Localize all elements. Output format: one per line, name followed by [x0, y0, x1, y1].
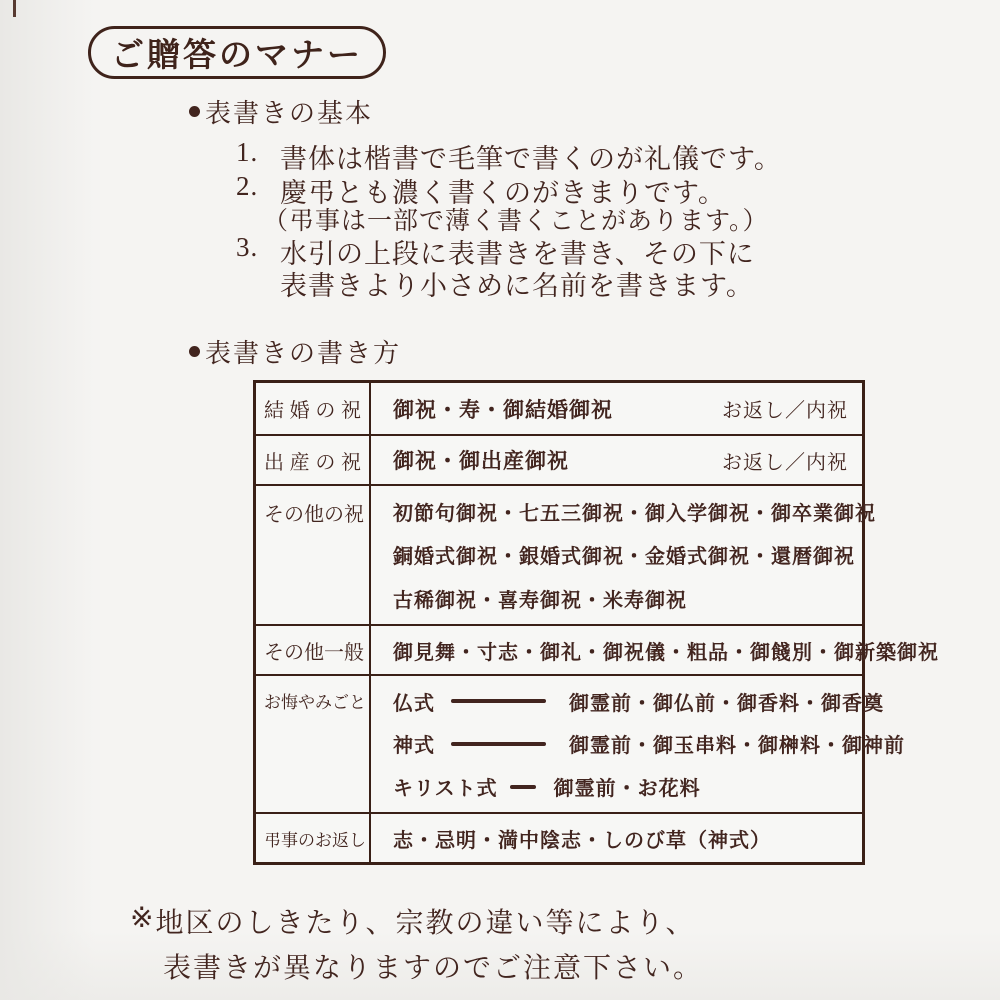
category-cell: [256, 814, 371, 862]
connector-line: [451, 742, 546, 746]
content-main: 志・忌明・満中陰志・しのび草（神式）: [393, 829, 771, 852]
page-title: ご贈答のマナー: [111, 38, 363, 74]
footnote-line-2: 表書きが異なりますのでご注意下さい。: [163, 953, 704, 984]
list-number: 2.: [236, 171, 259, 201]
content-cell: [371, 436, 862, 484]
category-cell: [256, 676, 371, 812]
content-cell: [371, 486, 886, 624]
gift-table: [253, 380, 939, 865]
category-cell: [256, 486, 371, 624]
section-howto-label: 表書きの書き方: [205, 339, 402, 368]
section-howto-heading: [189, 333, 401, 370]
list-text: 書体は楷書で毛筆で書くのが礼儀です。: [280, 144, 782, 174]
bullet-icon: [189, 106, 200, 117]
style-label: 仏式: [393, 692, 435, 715]
table-row-condolence: [256, 674, 905, 812]
content-line: 初節句御祝・七五三御祝・御入学御祝・御卒業御祝: [393, 503, 876, 526]
bullet-icon: [189, 346, 200, 357]
category-label: 出 産 の 祝: [264, 451, 361, 474]
table-row-birth: [256, 434, 862, 484]
list-number: 1.: [236, 137, 259, 167]
condolence-line-buddhist: [393, 687, 905, 716]
content-line: 銅婚式御祝・銀婚式御祝・金婚式御祝・還暦御祝: [393, 546, 855, 569]
style-label: キリスト式: [393, 778, 498, 801]
content-line: 古稀御祝・喜寿御祝・米寿御祝: [393, 589, 687, 612]
content-cell: [371, 383, 862, 434]
content-main: 御祝・御出産御祝: [393, 449, 569, 473]
list-text: 慶弔とも濃く書くのがきまりです。: [280, 178, 726, 208]
table-row-funeral-return: [256, 812, 862, 862]
style-items: 御霊前・御玉串料・御榊料・御神前: [569, 735, 905, 758]
list-item-2-note: （弔事は一部で薄く書くことがあります。）: [263, 208, 769, 235]
footnote: [130, 901, 703, 986]
condolence-line-shinto: [393, 729, 905, 758]
footnote-text: 地区のしきたり、宗教の違い等により、: [155, 908, 696, 939]
category-label: 結 婚 の 祝: [264, 400, 361, 422]
style-label: 神式: [393, 735, 435, 758]
list-item-3-cont: 表書きより小さめに名前を書きます。: [280, 271, 754, 301]
content-cell: [371, 676, 915, 812]
category-cell: [256, 436, 371, 484]
list-number: 3.: [236, 232, 259, 262]
style-items: 御霊前・お花料: [553, 778, 701, 801]
scan-artifact-line: [13, 0, 16, 17]
category-cell: [256, 383, 371, 434]
content-cell: [371, 814, 862, 862]
footnote-marker: ※: [130, 903, 156, 934]
category-cell: [256, 626, 371, 674]
category-label: そ の 他 一 般: [264, 641, 364, 664]
list-text: 水引の上段に表書きを書き、その下に: [280, 239, 755, 269]
style-items: 御霊前・御仏前・御香料・御香奠: [569, 692, 884, 715]
category-label: 弔 事 の お 返 し: [264, 830, 366, 850]
section-basics-label: 表書きの基本: [205, 99, 374, 128]
content-main: 御祝・寿・御結婚御祝: [393, 397, 613, 422]
connector-line: [510, 785, 536, 789]
content-cell: [371, 626, 953, 674]
category-label: そ の 他 の 祝: [264, 504, 364, 526]
condolence-line-christian: [393, 772, 905, 801]
footnote-line-1: [130, 901, 703, 941]
table-row-wedding: [256, 383, 862, 434]
content-return: お返し／内祝: [722, 400, 848, 422]
content-main: 御見舞・寸志・御礼・御祝儀・粗品・御餞別・御新築御祝: [393, 641, 939, 664]
table-row-general: [256, 624, 939, 674]
title-box: [88, 26, 386, 79]
section-basics-heading: [189, 93, 373, 130]
content-return: お返し／内祝: [722, 451, 848, 474]
table-row-other-celebrations: [256, 484, 876, 624]
category-label: お 悔 や み ご と: [264, 693, 366, 712]
connector-line: [451, 699, 546, 703]
